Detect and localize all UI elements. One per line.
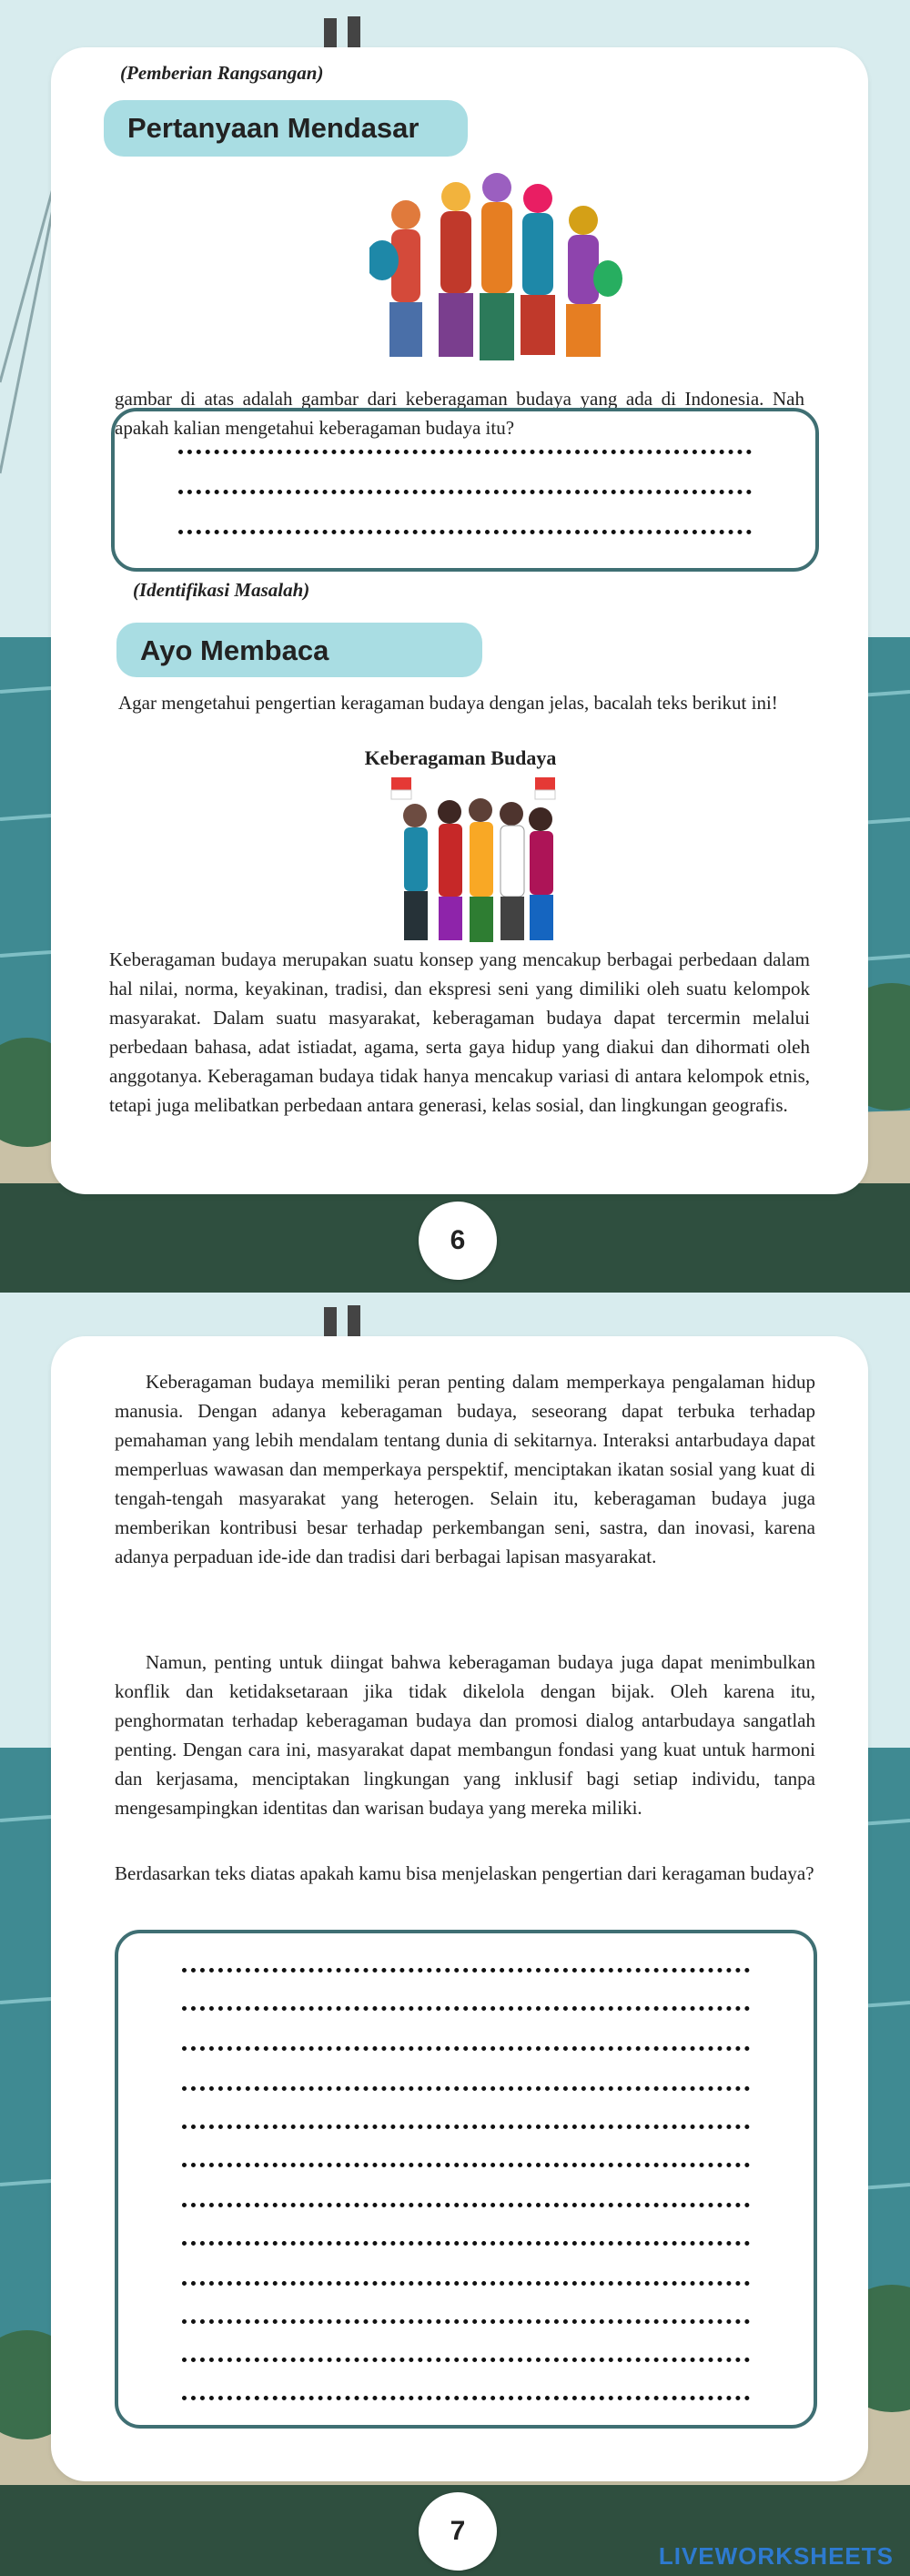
reading-paragraph: Keberagaman budaya merupakan suatu konsep yang mencakup berbagai perbedaan dalam hal nilai, norma, keyakinan, tradisi, dan ekspresi seni yang dimiliki oleh suatu kelompok masyarakat. Dalam suatu masyarakat, keberagaman budaya dapat tercermin melalui perbedaan bahasa, adat istiadat, agama, serta gaya hidup yang diakui dan dihormati oleh anggotanya. Keberagaman budaya tidak hanya mencakup variasi di antara kelompok etnis, tetapi juga melibatkan perbedaan antara generasi, kelas sosial, dan lingkungan geografis. <box>109 948 810 1116</box>
worksheet-card-page-7 <box>51 1336 868 2481</box>
answer-line <box>182 1968 750 1973</box>
body-paragraph-1: Keberagaman budaya memiliki peran penting dalam memperkaya pengalaman hidup manusia. Dengan adanya keberagaman budaya, seseorang dapat terbuka terhadap pemahaman yang lebih mendalam tentang dunia di sekitarnya. Interaksi antarbudaya dapat memperluas wawasan dan memperkaya perspektif, menciptakan ikatan sosial yang kuat di tengah-tengah masyarakat yang heterogen. Selain itu, keberagaman budaya juga memberikan kontribusi besar terhadap perkembangan seni, sastra, dan inovasi, karena adanya perpaduan ide-ide dan tradisi dari berbagai lapisan masyarakat. <box>115 1371 815 1567</box>
intro-paragraph: Agar mengetahui pengertian keragaman budaya dengan jelas, bacalah teks berikut ini! <box>118 692 778 714</box>
people-figures <box>391 777 555 942</box>
answer-line <box>182 2319 750 2324</box>
answer-line <box>178 490 752 494</box>
page-number-7: 7 <box>419 2492 497 2571</box>
answer-line <box>182 2046 750 2051</box>
answer-line <box>178 450 752 454</box>
diverse-people-illustration <box>379 776 570 947</box>
answer-line <box>182 2358 750 2362</box>
answer-line <box>182 2163 750 2167</box>
answer-line <box>182 2125 750 2129</box>
answer-line <box>178 530 752 534</box>
body-paragraph-2: Namun, penting untuk diingat bahwa keberagaman budaya juga dapat menimbulkan konflik dan ketidaksetaraan jika tidak dikelola dengan bijak. Oleh karena itu, penghormatan terhadap keberagaman budaya dan promosi dialog antarbudaya sangatlah penting. Dengan cara ini, masyarakat dapat membangun fondasi yang kuat untuk harmoni dan kerjasama, menciptakan lingkungan yang inklusif bagi setiap individu, tanpa mengesampingkan identitas dan warisan budaya yang mereka miliki. <box>115 1651 815 1819</box>
heading-pertanyaan-mendasar: Pertanyaan Mendasar <box>104 100 468 157</box>
dancer-figures <box>369 173 622 360</box>
answer-line <box>182 2203 750 2207</box>
reading-title: Keberagaman Budaya <box>364 746 557 769</box>
heading-ayo-membaca: Ayo Membaca <box>116 623 482 677</box>
answer-line <box>182 2006 750 2011</box>
section-label-identifikasi-masalah: (Identifikasi Masalah) <box>133 579 310 601</box>
worksheet-card-page-6 <box>51 47 868 1194</box>
page-number-6: 6 <box>419 1202 497 1280</box>
section-label-pemberian-rangsangan: (Pemberian Rangsangan) <box>120 62 324 84</box>
answer-line <box>182 2241 750 2246</box>
liveworksheets-watermark: LIVEWORKSHEETS <box>658 2542 894 2570</box>
question-paragraph-1: gambar di atas adalah gambar dari keberagaman budaya yang ada di Indonesia. Nah apakah kalian mengetahui keberagaman budaya itu? <box>115 388 804 439</box>
answer-line <box>182 2281 750 2286</box>
answer-box-1[interactable] <box>111 408 819 572</box>
traditional-dancers-illustration <box>369 160 624 379</box>
question-paragraph-2: Berdasarkan teks diatas apakah kamu bisa menjelaskan pengertian dari keragaman budaya? <box>115 1862 814 1884</box>
answer-box-2[interactable] <box>115 1930 817 2429</box>
answer-line <box>182 2086 750 2091</box>
answer-line <box>182 2396 750 2400</box>
